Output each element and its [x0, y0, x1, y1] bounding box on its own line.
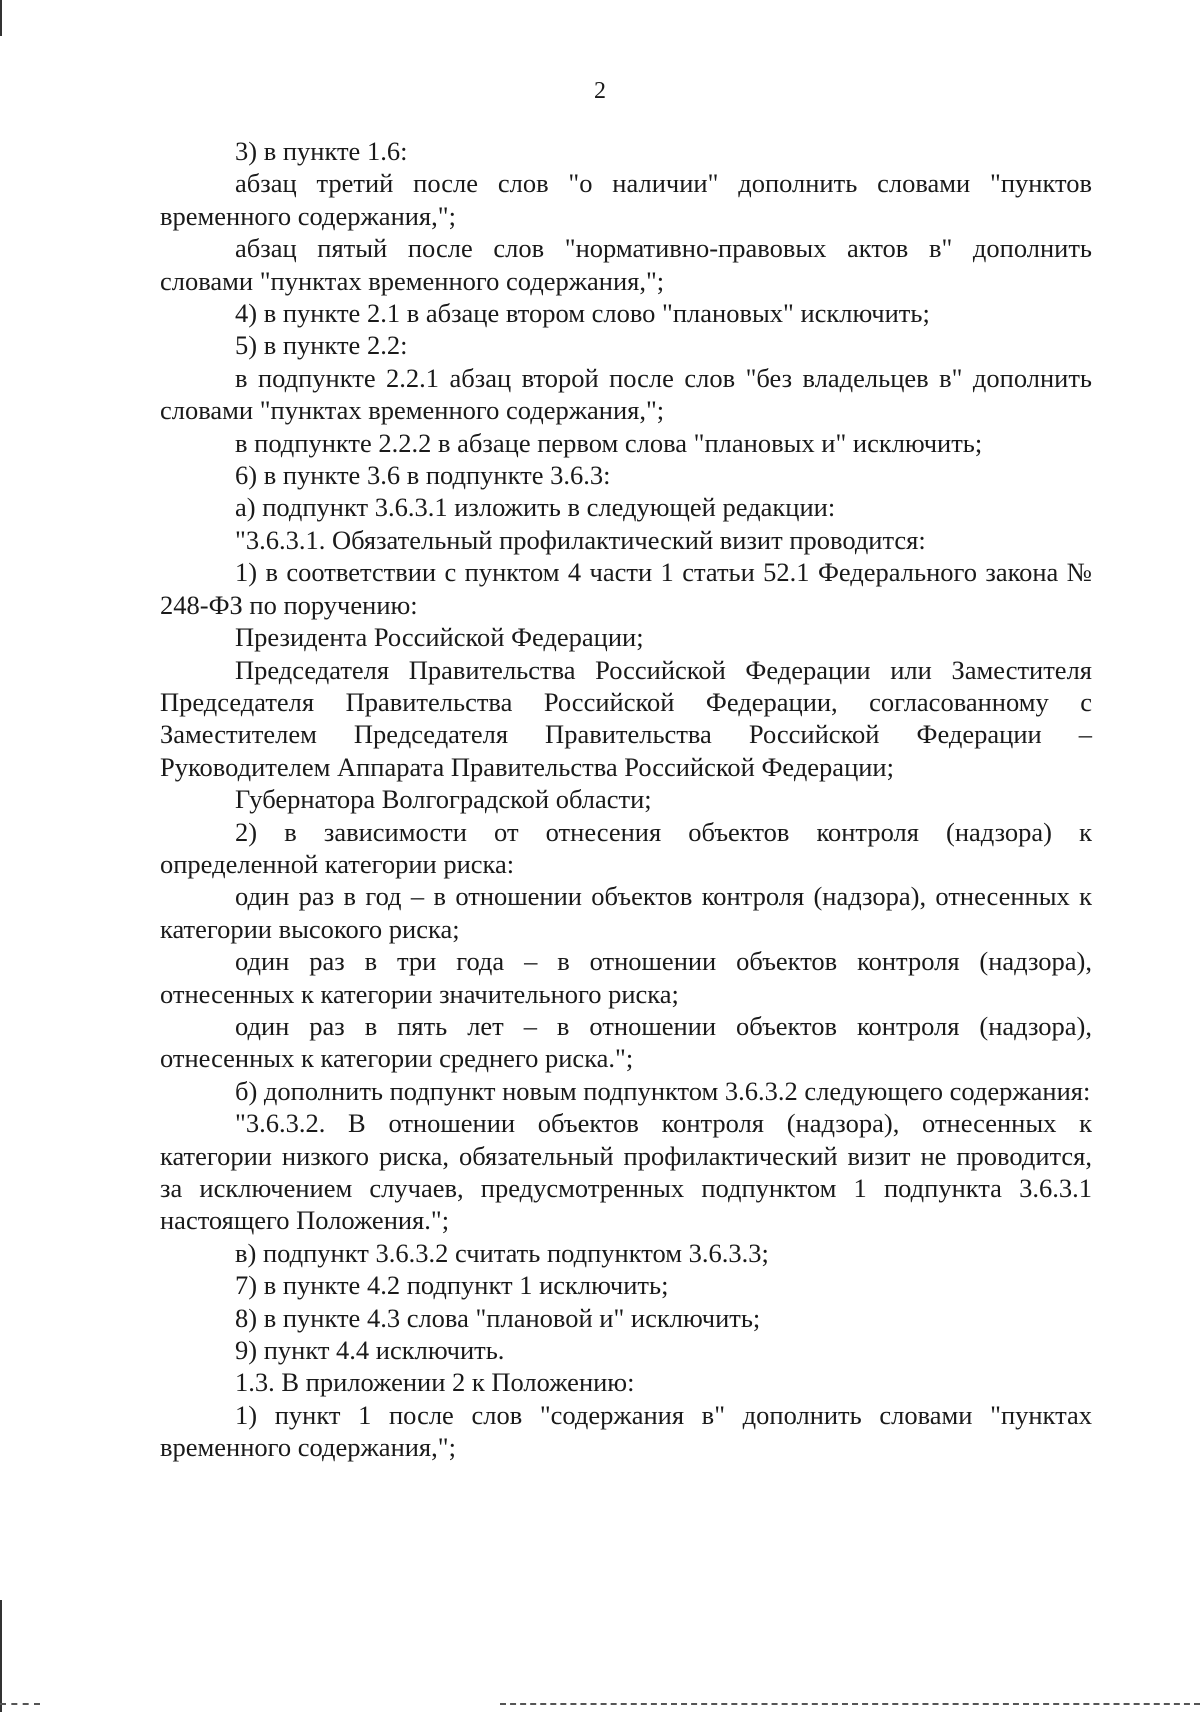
paragraph: Президента Российской Федерации;: [235, 622, 644, 653]
paragraph: абзац третий после слов "о наличии" дополнить словами "пунктов временного содержания,";: [160, 168, 1092, 231]
page-number: 2: [594, 78, 606, 104]
scan-edge-mark-bottom: [0, 1600, 2, 1712]
paragraph: 9) пункт 4.4 исключить.: [235, 1335, 505, 1366]
paragraph: один раз в три года – в отношении объектов контроля (надзора), отнесенных к категории значительного риска;: [160, 946, 1092, 1009]
paragraph: 3) в пункте 1.6:: [235, 136, 408, 166]
paragraph: один раз в пять лет – в отношении объектов контроля (надзора), отнесенных к категории среднего риска.";: [160, 1010, 1092, 1074]
paragraph: "3.6.3.1. Обязательный профилактический визит проводится:: [235, 524, 926, 555]
paragraph: 7) в пункте 4.2 подпункт 1 исключить;: [235, 1270, 669, 1301]
paragraph: 1) в соответствии с пунктом 4 части 1 статьи 52.1 Федерального закона № 248-ФЗ по поручению:: [160, 557, 1092, 620]
paragraph: в подпункте 2.2.1 абзац второй после слов "без владельцев в" дополнить словами "пунктах временного содержания,";: [160, 362, 1092, 426]
paragraph: в подпункте 2.2.2 в абзаце первом слова "плановых и" исключить;: [235, 427, 983, 458]
paragraph: один раз в год – в отношении объектов контроля (надзора), отнесенных к категории высокого риска;: [160, 881, 1092, 944]
paragraph: "3.6.3.2. В отношении объектов контроля (надзора), отнесенных к категории низкого риска, обязательный профилактический визит не проводится, за исключением случаев, предусмотренных подпунктом 1 подпункта 3.6.3.1 настоящего Положения.";: [160, 1108, 1092, 1236]
paragraph: б) дополнить подпункт новым подпунктом 3.6.3.2 следующего содержания:: [235, 1075, 1091, 1106]
scan-edge-line-bottom: [500, 1703, 1200, 1707]
paragraph: 4) в пункте 2.1 в абзаце втором слово "плановых" исключить;: [235, 298, 930, 329]
paragraph: 5) в пункте 2.2:: [235, 330, 408, 361]
paragraph: 1) пункт 1 после слов "содержания в" дополнить словами "пунктах временного содержания,";: [160, 1399, 1092, 1463]
paragraph: 1.3. В приложении 2 к Положению:: [235, 1367, 635, 1398]
paragraph: Председателя Правительства Российской Федерации или Заместителя Председателя Правительства Российской Федерации, согласованному с Заместителем Председателя Правительства Российской Федерации – Руководителем Аппарата Правительства Российской Федерации;: [160, 654, 1092, 782]
document-body: [160, 135, 1092, 1464]
paragraph: Губернатора Волгоградской области;: [235, 784, 652, 815]
paragraph: 2) в зависимости от отнесения объектов контроля (надзора) к определенной категории риска:: [160, 816, 1092, 879]
paragraph: абзац пятый после слов "нормативно-правовых актов в" дополнить словами "пунктах временного содержания,";: [160, 233, 1092, 296]
paragraph: в) подпункт 3.6.3.2 считать подпунктом 3.6.3.3;: [235, 1237, 769, 1268]
paragraph: а) подпункт 3.6.3.1 изложить в следующей редакции:: [235, 492, 836, 523]
paragraph: 6) в пункте 3.6 в подпункте 3.6.3:: [235, 460, 611, 491]
scan-edge-line-bottom: [0, 1703, 40, 1707]
scan-edge-mark-top: [0, 0, 2, 36]
paragraph: 8) в пункте 4.3 слова "плановой и" исключить;: [235, 1302, 761, 1333]
